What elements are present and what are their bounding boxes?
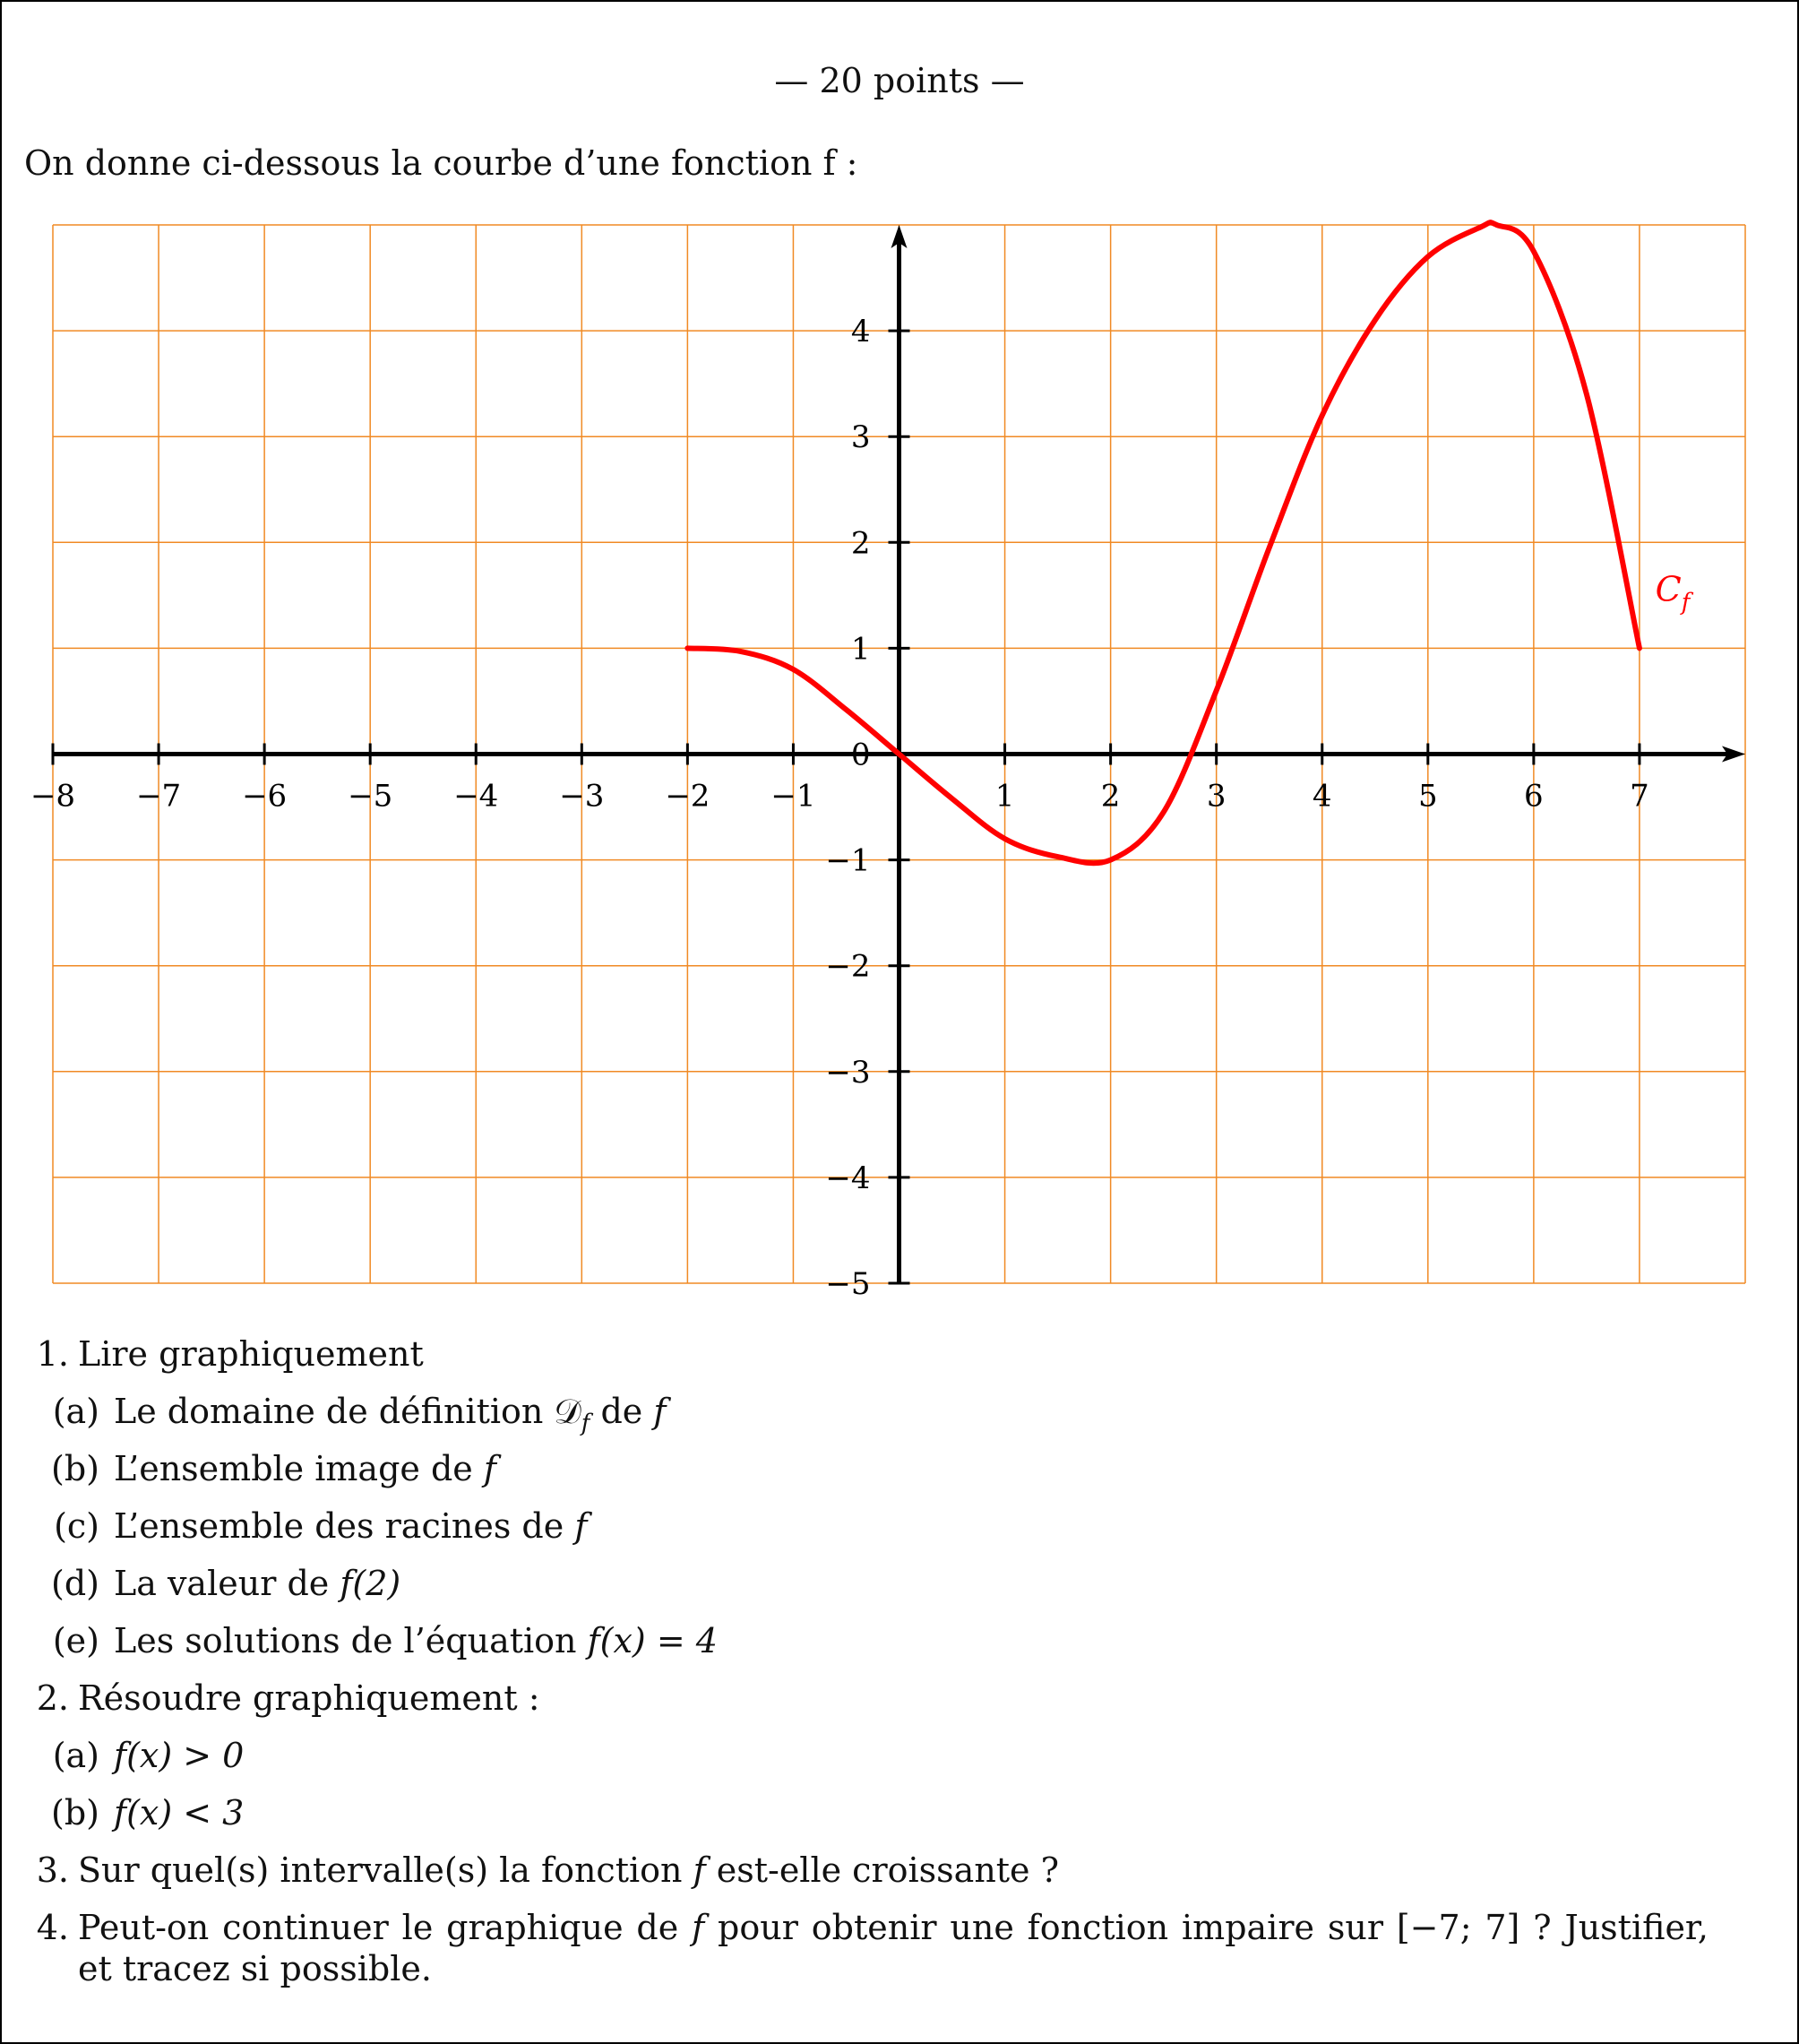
question-1 xyxy=(24,1333,424,1375)
y-tick-label: −3 xyxy=(825,1054,871,1091)
question-text: Sur quel(s) intervalle(s) la fonction xyxy=(78,1850,693,1890)
question-text-tail: pour obtenir une fonction impaire sur [−7; 7] ? Justifier, et tracez si possible. xyxy=(78,1908,1709,1988)
points-header: — 20 points — xyxy=(774,61,1025,100)
x-tick-label: 3 xyxy=(1206,778,1227,815)
subscript: f xyxy=(581,1410,590,1437)
x-tick-label: 2 xyxy=(1100,778,1121,815)
ticks xyxy=(53,331,1640,1283)
question-number: (b) xyxy=(51,1793,99,1833)
x-tick-label: 5 xyxy=(1417,778,1438,815)
question-number: (e) xyxy=(52,1621,99,1660)
y-tick-label: 4 xyxy=(850,314,871,350)
question-text: La valeur de xyxy=(114,1564,340,1603)
expression: f(x) < 3 xyxy=(114,1793,245,1833)
question-4 xyxy=(24,1907,1709,1989)
variable: f xyxy=(574,1506,588,1546)
question-number: 4. xyxy=(36,1908,69,1947)
question-number: (c) xyxy=(54,1506,99,1546)
question-number: (a) xyxy=(52,1736,99,1775)
question-text-tail: de xyxy=(590,1392,654,1431)
x-tick-label: −6 xyxy=(242,778,288,815)
question-number: 1. xyxy=(36,1334,69,1374)
question-number: (b) xyxy=(51,1449,99,1488)
curve-label-main: C xyxy=(1655,569,1682,609)
question-1c xyxy=(42,1505,587,1547)
expression: f(x) > 0 xyxy=(114,1736,245,1775)
variable: f xyxy=(692,1908,705,1947)
question-number: (d) xyxy=(51,1564,99,1603)
question-2 xyxy=(24,1677,540,1719)
question-text-tail: est-elle croissante ? xyxy=(705,1850,1060,1890)
y-tick-label: 3 xyxy=(850,419,871,456)
intro-label: On donne ci-dessous la courbe d’une fonction f : xyxy=(24,143,858,183)
expression: f(x) = 4 xyxy=(587,1621,718,1660)
question-text: Les solutions de l’équation xyxy=(114,1621,588,1660)
variable: f xyxy=(653,1392,667,1431)
y-tick-label: −1 xyxy=(825,842,871,879)
question-1b xyxy=(42,1448,496,1489)
x-tick-label: 7 xyxy=(1630,778,1649,815)
question-2b xyxy=(42,1792,244,1833)
y-tick-label: 0 xyxy=(850,737,871,773)
x-tick-label: −7 xyxy=(136,778,182,815)
variable: f xyxy=(483,1449,496,1488)
x-tick-label: −5 xyxy=(348,778,393,815)
question-text: Le domaine de définition 𝒟 xyxy=(114,1392,581,1431)
y-tick-label: −4 xyxy=(825,1160,871,1196)
y-tick-label: −5 xyxy=(825,1266,871,1302)
curve-label xyxy=(1656,569,1694,616)
question-text: Résoudre graphiquement : xyxy=(78,1678,540,1718)
question-1e xyxy=(42,1620,718,1661)
question-2a xyxy=(42,1735,244,1776)
y-tick-label: 1 xyxy=(850,631,871,668)
question-text: L’ensemble des racines de xyxy=(114,1506,575,1546)
x-tick-label: −4 xyxy=(453,778,499,815)
y-tick-label: −2 xyxy=(825,948,871,985)
question-body xyxy=(78,1907,1709,1989)
question-text: L’ensemble image de xyxy=(114,1449,484,1488)
x-tick-label: −2 xyxy=(665,778,710,815)
expression: f(2) xyxy=(340,1564,401,1603)
y-tick-label: 2 xyxy=(850,525,871,562)
x-tick-label: 6 xyxy=(1524,778,1544,815)
question-1d xyxy=(42,1563,400,1604)
x-tick-label: −3 xyxy=(559,778,605,815)
question-number: 3. xyxy=(36,1850,69,1890)
question-3 xyxy=(24,1850,1059,1891)
x-tick-label: −1 xyxy=(770,778,816,815)
question-text: Peut-on continuer le graphique de xyxy=(78,1908,693,1947)
question-1a xyxy=(42,1391,666,1445)
variable: f xyxy=(693,1850,706,1890)
x-tick-label: 1 xyxy=(994,778,1015,815)
question-number: 2. xyxy=(36,1678,69,1718)
x-tick-label: −8 xyxy=(30,778,76,815)
question-text: Lire graphiquement xyxy=(78,1334,424,1374)
x-tick-label: 4 xyxy=(1312,778,1332,815)
tick-labels xyxy=(30,314,1649,1302)
curve-label-sub: f xyxy=(1681,589,1691,617)
question-number: (a) xyxy=(52,1392,99,1431)
